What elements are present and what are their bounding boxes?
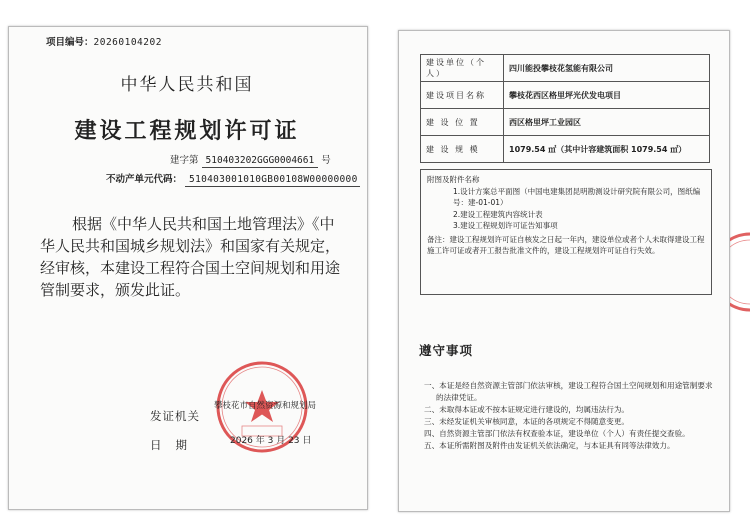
attachments-box — [420, 169, 712, 295]
list-item: 一、本证是经自然资源主管部门依法审核，建设工程符合国土空间规划和用途管制要求的法律凭证。 — [424, 381, 713, 402]
row-value: 西区格里坪工业园区 — [504, 109, 710, 136]
project-number — [46, 34, 162, 48]
row-label: 建 设 位 置 — [421, 109, 504, 136]
attachments-note: 备注：建设工程规划许可证自核发之日起一年内，建设单位或者个人未取得建设工程施工许可证或者开工报告批准文件的，建设工程规划许可证自行失效。 — [427, 234, 705, 255]
attachment-item: 2.建设工程建筑内容统计表 — [453, 209, 543, 219]
row-value: 1079.54 ㎡（其中计容建筑面积 1079.54 ㎡） — [504, 136, 710, 163]
list-item: 二、未取得本证或不按本证规定进行建设的，均属违法行为。 — [424, 404, 630, 414]
country-name: 中华人民共和国 — [120, 75, 254, 95]
partial-seal-stamp — [730, 232, 750, 312]
cert-suffix: 号 — [321, 155, 331, 166]
attachment-item: 1.设计方案总平面图（中国电建集团昆明勘测设计研究院有限公司，图纸编号：建-01-01） — [453, 186, 701, 207]
row-label: 建 设 规 模 — [421, 136, 504, 163]
row-label: 建设项目名称 — [421, 82, 504, 109]
table-row — [421, 55, 710, 82]
project-number-label: 项目编号： — [46, 37, 94, 48]
certificate-number: 510403202GGG0004661 — [202, 155, 319, 168]
issuer-label: 发证机关 — [150, 409, 200, 423]
row-value: 四川能投攀枝花氢能有限公司 — [504, 55, 710, 82]
list-item: 三、未经发证机关审核同意，本证的各项规定不得随意变更。 — [424, 416, 630, 426]
realty-code: 510403001010GB00108W00000000 — [185, 174, 360, 187]
list-item: 四、自然资源主管部门依法有权查验本证，建设单位（个人）有责任提交查验。 — [424, 428, 690, 438]
obey-list — [424, 380, 714, 452]
realty-code-row — [106, 171, 360, 187]
attachments-title: 附图及附件名称 — [427, 175, 480, 184]
issue-date: 2026 年 3 月 23 日 — [230, 436, 312, 446]
row-value: 攀枝花西区格里坪光伏发电项目 — [504, 82, 710, 109]
table-row — [421, 82, 710, 109]
certificate-title: 建设工程规划许可证 — [74, 119, 300, 144]
row-label: 建设单位（个人） — [421, 55, 504, 82]
cert-prefix: 建字第 — [170, 155, 199, 166]
project-info-table — [420, 54, 710, 163]
certificate-number-row — [170, 152, 331, 168]
date-label: 日期 — [150, 438, 201, 452]
table-row — [421, 109, 710, 136]
table-row — [421, 136, 710, 163]
project-number-value: 20260104202 — [93, 37, 162, 48]
list-item: 五、本证所需附图及附件由发证机关依法确定，与本证具有同等法律效力。 — [424, 440, 675, 450]
realty-code-label: 不动产单元代码： — [106, 174, 183, 185]
obey-title: 遵守事项 — [419, 343, 474, 358]
certificate-body-text: 根据《中华人民共和国土地管理法》《中华人民共和国城乡规划法》和国家有关规定，经审核，本建设工程符合国土空间规划和用途管制要求，颁发此证。 — [40, 215, 341, 299]
issuer-name: 攀枝花市自然资源和规划局 — [214, 401, 317, 411]
attachment-item: 3.建设工程规划许可证告知事项 — [453, 221, 558, 230]
